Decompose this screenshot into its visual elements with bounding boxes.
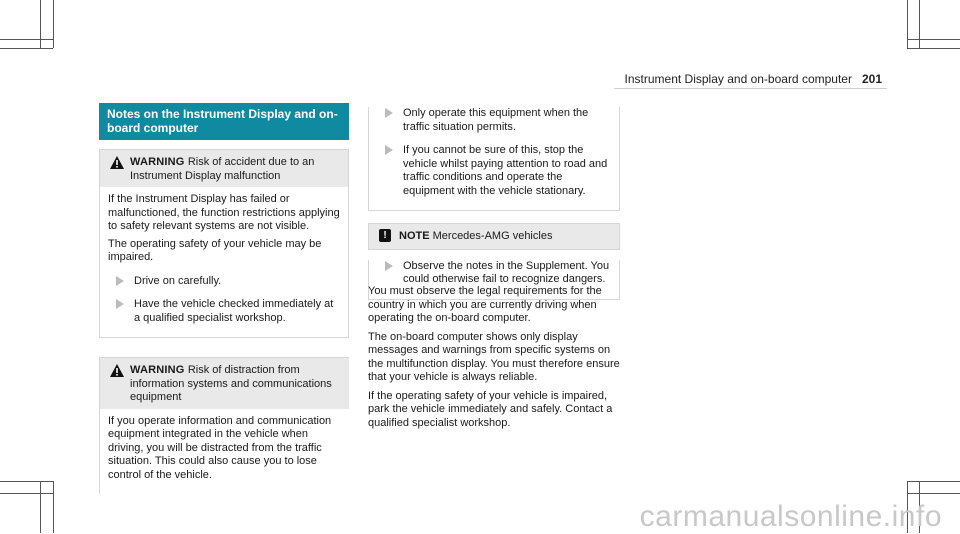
instruction-step bbox=[377, 260, 611, 287]
warning-text: The operating safety of your vehicle may be impaired. bbox=[108, 237, 322, 263]
step-arrow-icon bbox=[116, 299, 124, 309]
instruction-step bbox=[108, 298, 340, 325]
crop-mark bbox=[907, 493, 960, 494]
step-text: Have the vehicle checked immediately at a qualified specialist workshop. bbox=[134, 298, 334, 324]
header-rule bbox=[614, 88, 887, 89]
body-text bbox=[368, 285, 620, 435]
crop-mark bbox=[0, 48, 53, 49]
paragraph: You must observe the legal requirements for the country in which you are currently driving when operating the on-board computer. bbox=[368, 285, 602, 324]
warning-icon bbox=[110, 364, 124, 377]
right-column-top bbox=[368, 103, 620, 300]
step-text: Observe the notes in the Supplement. You could otherwise fail to recognize dangers. bbox=[403, 259, 610, 285]
page-header bbox=[625, 72, 882, 86]
instruction-step bbox=[377, 144, 611, 198]
step-text: Drive on carefully. bbox=[134, 274, 222, 287]
instruction-step bbox=[377, 107, 611, 134]
crop-mark bbox=[907, 481, 960, 482]
step-text: Only operate this equipment when the traffic situation permits. bbox=[403, 107, 589, 133]
step-text: If you cannot be sure of this, stop the vehicle whilst paying attention to road and traffic conditions and operate the equipment with the vehicle stationary. bbox=[403, 144, 608, 197]
paragraph: If the operating safety of your vehicle is impaired, park the vehicle immediately and safely. Contact a qualified specialist workshop. bbox=[368, 389, 613, 429]
note-header bbox=[368, 223, 620, 250]
warning-label: WARNING bbox=[130, 364, 188, 376]
crop-mark bbox=[0, 493, 53, 494]
header-title: Instrument Display and on-board computer bbox=[624, 72, 852, 86]
warning-box-display bbox=[99, 149, 349, 338]
crop-mark bbox=[53, 481, 54, 533]
watermark: carmanualsonline.info bbox=[639, 500, 942, 533]
crop-mark bbox=[907, 48, 960, 49]
crop-mark bbox=[0, 39, 53, 40]
warning-headline: Risk of accident due to an Instrument Display malfunction bbox=[130, 156, 315, 182]
warning-header bbox=[100, 150, 348, 187]
step-arrow-icon bbox=[116, 276, 124, 286]
warning-text: If you operate information and communication equipment integrated in the vehicle when driving, you will be distracted from the traffic situation. This could also cause you to lose control of the vehicle. bbox=[108, 414, 332, 481]
warning-label: WARNING bbox=[130, 156, 188, 168]
crop-mark bbox=[40, 0, 41, 48]
crop-mark bbox=[40, 481, 41, 533]
step-arrow-icon bbox=[385, 108, 393, 118]
note-headline: Mercedes-AMG vehicles bbox=[432, 230, 553, 242]
warning-box-distraction bbox=[99, 357, 349, 494]
paragraph: The on-board computer shows only display messages and warnings from specific systems on the multifunction display. You must therefore ensure that your vehicle is always reliable. bbox=[368, 330, 620, 383]
warning-body bbox=[100, 187, 348, 337]
crop-mark bbox=[53, 0, 54, 48]
warning-icon bbox=[110, 156, 124, 169]
step-arrow-icon bbox=[385, 261, 393, 271]
section-title: Notes on the Instrument Display and on-board computer bbox=[99, 103, 349, 140]
crop-mark bbox=[919, 0, 920, 48]
crop-mark bbox=[907, 39, 960, 40]
page-number: 201 bbox=[861, 72, 882, 86]
crop-mark bbox=[0, 481, 53, 482]
step-arrow-icon bbox=[385, 145, 393, 155]
crop-mark bbox=[907, 0, 908, 48]
warning-continuation bbox=[368, 107, 620, 211]
warning-headline: Risk of distraction from information systems and communications equipment bbox=[130, 364, 332, 403]
left-column bbox=[99, 103, 349, 494]
instruction-step bbox=[108, 275, 340, 289]
warning-body bbox=[100, 409, 349, 495]
exclamation-icon: ! bbox=[379, 229, 391, 242]
warning-text: If the Instrument Display has failed or malfunctioned, the function restrictions applying to safety relevant systems are not visible. bbox=[108, 193, 340, 232]
note-label: NOTE bbox=[399, 230, 433, 242]
warning-header bbox=[100, 358, 349, 409]
